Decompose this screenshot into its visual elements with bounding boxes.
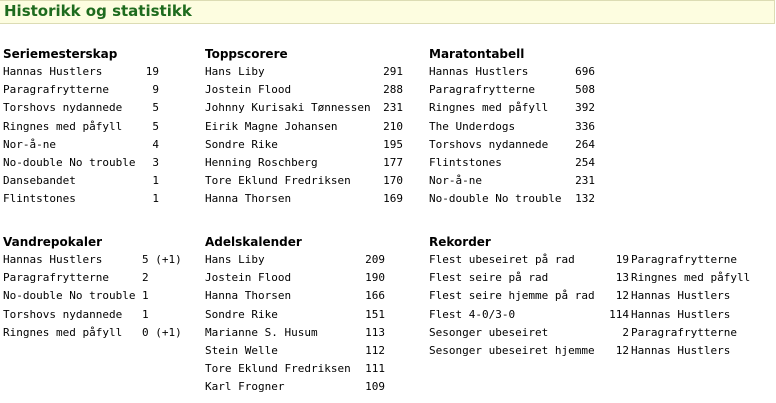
table-row: [429, 99, 595, 117]
row-name: Paragrafrytterne: [429, 83, 535, 97]
row-value: 132: [575, 192, 595, 206]
row-name: Sondre Rike: [205, 307, 278, 321]
table-row: [429, 342, 731, 360]
row-name: Torshovs nydannede: [429, 137, 549, 151]
toppscorere-section: [205, 45, 403, 209]
table-row: [429, 63, 595, 81]
vandrepokaler-section: [3, 233, 182, 342]
table-row: [3, 251, 182, 269]
section-title: Adelskalender: [205, 235, 302, 249]
row-value: 231: [383, 101, 403, 115]
row-value: 113: [365, 325, 385, 339]
row-value: 19: [615, 253, 629, 266]
row-value: 0 (+1): [142, 325, 182, 339]
row-name: Tore Eklund Fredriksen: [205, 174, 351, 188]
row-name: Paragrafrytterne: [3, 83, 109, 97]
row-value: 231: [575, 174, 595, 188]
table-row: [429, 172, 595, 190]
table-row: [429, 81, 595, 99]
table-row: [205, 99, 403, 117]
row-value: 392: [575, 101, 595, 115]
row-value: 209: [365, 253, 385, 266]
row-name: Stein Welle: [205, 343, 278, 357]
row-name: No-double No trouble: [3, 155, 136, 169]
row-name: Sesonger ubeseiret: [429, 325, 549, 339]
table-row: [3, 154, 159, 172]
row-name: Flest seire på rad: [429, 271, 549, 285]
row-name: Jostein Flood: [205, 83, 292, 97]
page-title: Historikk og statistikk: [4, 2, 192, 20]
row-name: Flintstones: [429, 155, 502, 169]
row-value: 166: [365, 289, 385, 303]
row-name: Jostein Flood: [205, 271, 292, 285]
row-name: Flest seire hjemme på rad: [429, 289, 595, 303]
row-value: 210: [383, 119, 403, 133]
row-name: Ringnes med påfyll: [3, 119, 123, 133]
row-value: 169: [383, 192, 403, 206]
row-name: Karl Frogner: [205, 380, 285, 394]
record-holder: Hannas Hustlers: [631, 307, 731, 321]
maratontabell-section: [429, 45, 595, 209]
row-name: Hannas Hustlers: [3, 253, 103, 266]
row-name: Eirik Magne Johansen: [205, 119, 338, 133]
row-value: 13: [615, 271, 629, 285]
row-name: Flintstones: [3, 192, 76, 206]
table-row: [205, 172, 403, 190]
row-value: 264: [575, 137, 595, 151]
table-row: [205, 287, 385, 305]
section-title: Toppscorere: [205, 47, 288, 61]
row-name: Flest 4-0/3-0: [429, 307, 516, 321]
table-row: [205, 269, 385, 287]
table-row: [429, 190, 595, 208]
table-row: [3, 118, 159, 136]
row-value: 12: [615, 343, 629, 357]
section-title: Rekorder: [429, 235, 491, 249]
table-row: [205, 306, 385, 324]
table-row: [205, 360, 385, 378]
row-name: Hanna Thorsen: [205, 192, 292, 206]
table-row: [3, 63, 159, 81]
record-holder: Paragrafrytterne: [631, 253, 737, 266]
row-name: Nor-å-ne: [429, 174, 482, 188]
table-row: [3, 324, 182, 342]
table-row: [205, 190, 403, 208]
section-title: Seriemesterskap: [3, 47, 118, 61]
row-name: Henning Roschberg: [205, 155, 318, 169]
row-name: Ringnes med påfyll: [3, 325, 123, 339]
row-value: 111: [365, 362, 385, 376]
record-holder: Ringnes med påfyll: [631, 271, 751, 285]
row-name: Flest ubeseiret på rad: [429, 253, 575, 266]
row-value: 2: [622, 325, 629, 339]
section-title: Vandrepokaler: [3, 235, 102, 249]
table-row: [429, 324, 737, 342]
row-value: 4: [152, 137, 159, 151]
row-value: 5: [152, 119, 159, 133]
row-name: The Underdogs: [429, 119, 516, 133]
table-row: [429, 287, 731, 305]
table-row: [205, 342, 385, 360]
table-row: [3, 172, 159, 190]
row-value: 3: [152, 155, 159, 169]
row-value: 1: [152, 174, 159, 188]
row-name: No-double No trouble: [3, 289, 136, 303]
row-value: 291: [383, 65, 403, 78]
record-holder: Hannas Hustlers: [631, 343, 731, 357]
row-value: 19: [145, 65, 159, 78]
table-row: [205, 136, 403, 154]
row-value: 5: [152, 101, 159, 115]
table-row: [429, 154, 595, 172]
row-value: 112: [365, 343, 385, 357]
table-row: [205, 154, 403, 172]
row-value: 190: [365, 271, 385, 285]
table-row: [3, 269, 149, 287]
page-header: [0, 0, 775, 24]
row-name: Sesonger ubeseiret hjemme: [429, 343, 595, 357]
row-value: 336: [575, 119, 595, 133]
row-value: 288: [383, 83, 403, 97]
row-value: 5 (+1): [142, 253, 182, 266]
row-value: 508: [575, 83, 595, 97]
row-value: 114: [609, 307, 629, 321]
row-value: 2: [142, 271, 149, 285]
row-name: Tore Eklund Fredriksen: [205, 362, 351, 376]
row-name: Hannas Hustlers: [429, 65, 529, 78]
row-name: No-double No trouble: [429, 192, 562, 206]
row-name: Hans Liby: [205, 65, 265, 78]
row-name: Hannas Hustlers: [3, 65, 103, 78]
row-value: 195: [383, 137, 403, 151]
table-row: [3, 287, 149, 305]
row-value: 109: [365, 380, 385, 394]
table-row: [429, 136, 595, 154]
row-value: 1: [142, 289, 149, 303]
table-row: [3, 99, 159, 117]
seriemesterskap-section: [3, 45, 159, 209]
row-value: 170: [383, 174, 403, 188]
rekorder-section: [429, 233, 751, 360]
table-row: [205, 63, 403, 81]
row-name: Paragrafrytterne: [3, 271, 109, 285]
table-row: [205, 81, 403, 99]
table-row: [3, 136, 159, 154]
row-value: 1: [142, 307, 149, 321]
row-name: Torshovs nydannede: [3, 307, 123, 321]
record-holder: Hannas Hustlers: [631, 289, 731, 303]
table-row: [205, 378, 385, 396]
table-row: [205, 118, 403, 136]
row-name: Johnny Kurisaki Tønnessen: [205, 101, 371, 115]
row-value: 696: [575, 65, 595, 78]
row-name: Dansebandet: [3, 174, 76, 188]
table-row: [429, 269, 751, 287]
table-row: [205, 251, 385, 269]
table-row: [3, 306, 149, 324]
row-name: Sondre Rike: [205, 137, 278, 151]
row-name: Hanna Thorsen: [205, 289, 292, 303]
adelskalender-section: [205, 233, 385, 397]
row-value: 9: [152, 83, 159, 97]
row-value: 12: [615, 289, 629, 303]
row-value: 1: [152, 192, 159, 206]
table-row: [429, 118, 595, 136]
section-title: Maratontabell: [429, 47, 525, 61]
row-name: Torshovs nydannede: [3, 101, 123, 115]
row-name: Nor-å-ne: [3, 137, 56, 151]
row-name: Hans Liby: [205, 253, 265, 266]
row-value: 254: [575, 155, 595, 169]
table-row: [3, 81, 159, 99]
row-value: 177: [383, 155, 403, 169]
record-holder: Paragrafrytterne: [631, 325, 737, 339]
row-name: Ringnes med påfyll: [429, 101, 549, 115]
table-row: [205, 324, 385, 342]
table-row: [3, 190, 159, 208]
row-name: Marianne S. Husum: [205, 325, 318, 339]
row-value: 151: [365, 307, 385, 321]
table-row: [429, 306, 731, 324]
table-row: [429, 251, 737, 269]
